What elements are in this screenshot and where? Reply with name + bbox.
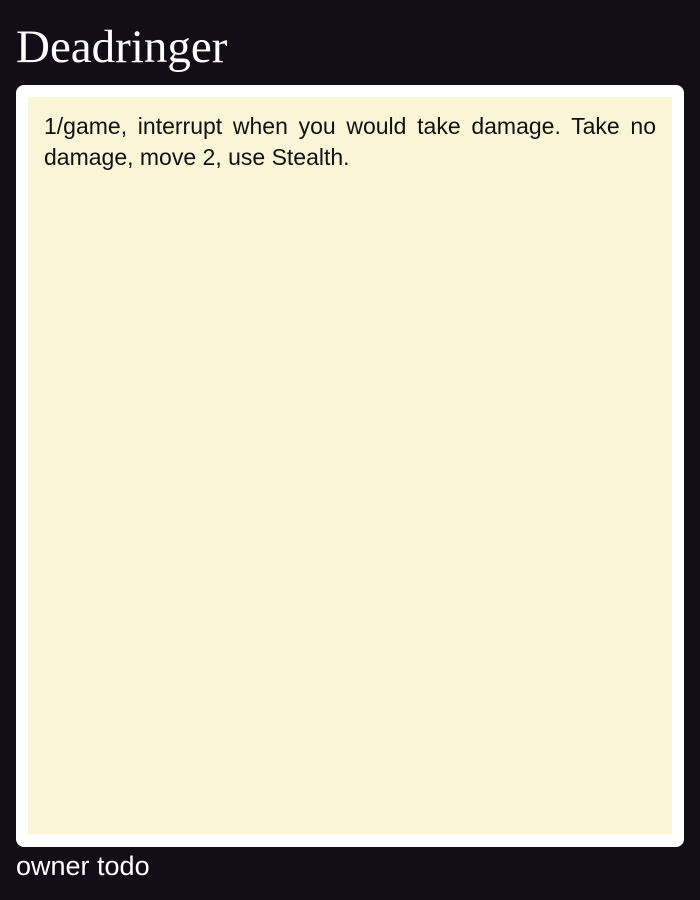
- card-text-box: [28, 97, 672, 834]
- card-frame: [16, 85, 684, 847]
- card-ability-text: 1/game, interrupt when you would take damage. Take no damage, move 2, use Stealth.: [44, 113, 656, 170]
- card-title: Deadringer: [16, 21, 228, 73]
- card-owner: owner todo: [16, 851, 150, 881]
